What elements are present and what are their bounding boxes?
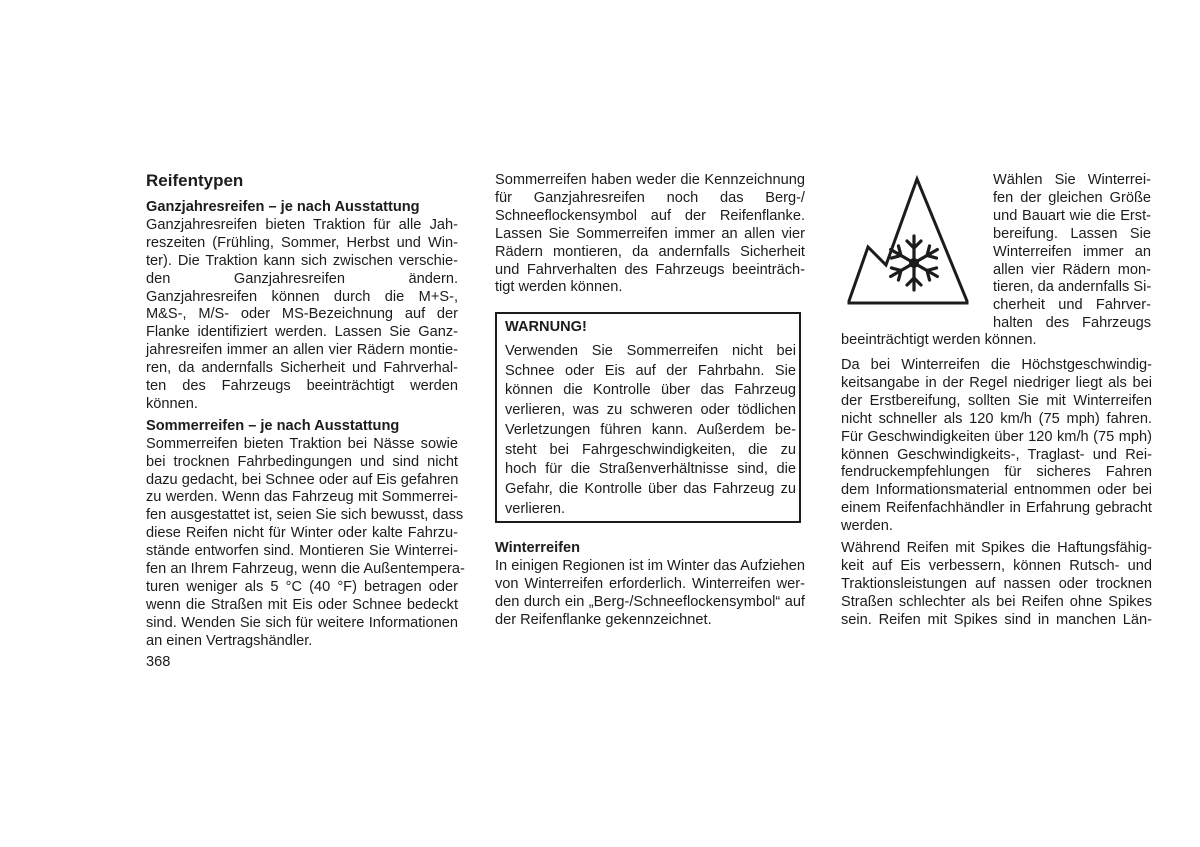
body-line: Sommerreifen bieten Traktion bei Nässe sowie: [146, 435, 458, 452]
section-title: Ganzjahresreifen – je nach Ausstattung: [146, 199, 420, 215]
warning-line: hoch für die Straßenverhältnisse sind, die: [505, 461, 796, 478]
body-line: den Ganzjahresreifen ändern.: [146, 270, 458, 287]
body-line: für Ganzjahresreifen noch das Berg-/: [495, 189, 805, 206]
body-line: an einen Vertragshändler.: [146, 632, 313, 649]
side-line: cherheit und Fahrver-: [993, 297, 1151, 314]
section-title: Sommerreifen – je nach Ausstattung: [146, 417, 400, 434]
side-line: bereifung. Lassen Sie: [993, 225, 1151, 242]
body-line: dazu gedacht, bei Schnee oder auf Eis gefahren: [146, 471, 459, 488]
side-line: halten des Fahrzeugs: [993, 315, 1151, 332]
warning-line: Verwenden Sie Sommerreifen nicht bei: [505, 343, 796, 359]
body-line: diese Reifen nicht für Winter oder kalte Fahrzu-: [146, 525, 458, 542]
body-line: und Fahrverhalten des Fahrzeugs beeinträch-: [495, 261, 805, 278]
body-line: der Reifenflanke gekennzeichnet.: [495, 611, 712, 628]
body-line: Flanke identifiziert werden. Lassen Sie Ganz-: [146, 324, 458, 341]
warning-line: können die Kontrolle über das Fahrzeug: [505, 382, 796, 399]
body-line: sein. Reifen mit Spikes sind in manchen Län-: [841, 611, 1152, 628]
body-line: keitsangabe in der Regel niedriger liegt als bei: [841, 374, 1152, 391]
side-line: fen der gleichen Größe: [993, 189, 1151, 206]
body-line: einem Reifenfachhändler in Erfahrung gebracht: [841, 500, 1152, 517]
warning-line: Gefahr, die Kontrolle über das Fahrzeug zu: [505, 480, 796, 497]
body-line: Schneeflockensymbol auf der Reifenflanke.: [495, 207, 805, 224]
body-line: Sommerreifen haben weder die Kennzeichnung: [495, 172, 805, 188]
body-line: M&S-, M/S- oder MS-Bezeichnung auf der: [146, 306, 458, 323]
warning-line: verlieren, was zu schweren oder tödlichen: [505, 402, 796, 419]
body-line: ten des Fahrzeugs beeinträchtigt werden: [146, 378, 458, 394]
page-heading: Reifentypen: [146, 171, 244, 190]
body-line: Rädern montieren, da andernfalls Sicherheit: [495, 243, 805, 260]
mountain-snowflake-icon: [846, 175, 970, 306]
body-line: stände entworfen sind. Montieren Sie Winterrei-: [146, 543, 458, 560]
body-line: werden.: [841, 518, 893, 535]
warning-line: steht bei Fahrgeschwindigkeiten, die zu: [505, 441, 796, 458]
warning-line: Schnee oder Eis auf der Fahrbahn. Sie: [505, 362, 796, 379]
body-line: Während Reifen mit Spikes die Haftungsfähig-: [841, 540, 1152, 556]
body-line: ren, da andernfalls Sicherheit und Fahrverhal-: [146, 360, 458, 377]
warning-line: Verletzungen führen kann. Außerdem be-: [505, 421, 796, 438]
body-line: der Erstbereifung, sollten Sie mit Winterreifen: [841, 392, 1152, 409]
warning-title: WARNUNG!: [505, 319, 587, 335]
side-line: Winterreifen immer an: [993, 243, 1151, 260]
side-line: Wählen Sie Winterrei-: [993, 172, 1151, 188]
body-line: turen weniger als 5 °C (40 °F) betragen oder: [146, 578, 458, 595]
body-line: Da bei Winterreifen die Höchstgeschwindig-: [841, 357, 1152, 373]
section-title: Winterreifen: [495, 540, 581, 556]
body-line: zu werden. Wenn das Fahrzeug mit Sommerrei-: [146, 489, 458, 506]
body-line: von Winterreifen erforderlich. Winterreifen wer-: [495, 575, 805, 592]
body-line: fen ausgestattet ist, seien Sie sich bewusst, dass: [146, 507, 464, 524]
body-line: nicht schneller als 120 km/h (75 mph) fahren.: [841, 410, 1152, 427]
body-line: Für Geschwindigkeiten über 120 km/h (75 mph): [841, 428, 1152, 445]
body-line: reszeiten (Frühling, Sommer, Herbst und Win-: [146, 234, 458, 251]
body-line: Lassen Sie Sommerreifen immer an allen vier: [495, 225, 805, 242]
body-line: Traktionsleistungen auf nassen oder trocknen: [841, 575, 1152, 592]
page-number: 368: [146, 654, 171, 670]
body-line: jahresreifen immer an allen vier Rädern montie-: [146, 342, 458, 359]
body-line: In einigen Regionen ist im Winter das Aufziehen: [495, 558, 805, 574]
body-line: fendruckempfehlungen für sicheres Fahren: [841, 464, 1152, 481]
warning-line: verlieren.: [505, 500, 566, 517]
body-line: keit auf Eis verbessern, können Rutsch- und: [841, 557, 1152, 574]
body-line: können Geschwindigkeits-, Traglast- und Rei-: [841, 446, 1152, 463]
side-line: tieren, da andernfalls Si-: [993, 279, 1152, 296]
body-line: Straßen schlechter als bei Reifen ohne Spikes: [841, 593, 1152, 610]
body-line: Ganzjahresreifen bieten Traktion für alle Jah-: [146, 216, 458, 233]
body-line: können.: [146, 395, 198, 412]
body-line: dem Informationsmaterial entnommen oder bei: [841, 482, 1152, 499]
body-line: tigt werden können.: [495, 279, 623, 296]
body-line: Ganzjahresreifen können durch die M+S-,: [146, 288, 458, 305]
body-line: den durch ein „Berg-/Schneeflockensymbol“ auf: [495, 593, 805, 610]
body-line: beeinträchtigt werden können.: [841, 332, 1037, 348]
body-line: wenn die Straßen mit Eis oder Schnee bedeckt: [146, 596, 458, 613]
side-line: und Bauart wie die Erst-: [993, 207, 1151, 224]
body-line: bei trocknen Fahrbedingungen und sind nicht: [146, 453, 458, 470]
body-line: sind. Wenden Sie sich für weitere Informationen: [146, 614, 458, 631]
side-line: allen vier Rädern mon-: [993, 261, 1151, 278]
body-line: ter). Die Traktion kann sich zwischen verschie-: [146, 252, 458, 269]
body-line: fen an Ihrem Fahrzeug, wenn die Außentempera-: [146, 561, 465, 577]
